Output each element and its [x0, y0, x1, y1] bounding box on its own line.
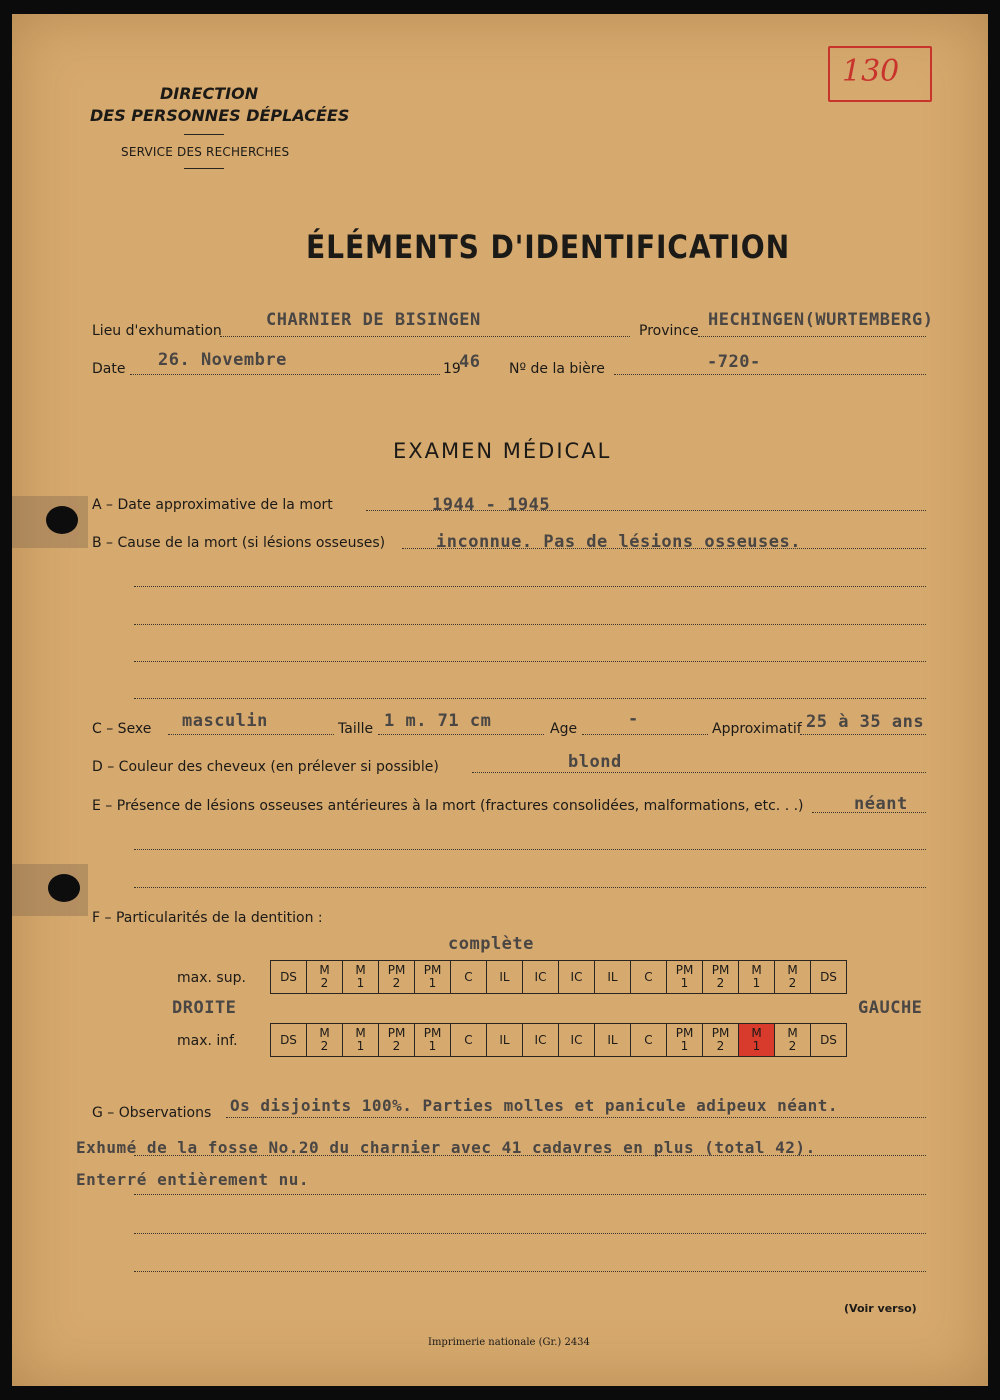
date-value: 26. Novembre: [158, 350, 287, 370]
tooth-code: DS: [820, 1032, 837, 1047]
tooth-cell: [595, 961, 631, 994]
tooth-cell: [271, 1024, 307, 1057]
obs-dotted-line-2: [134, 1155, 926, 1156]
tooth-code: PM: [423, 963, 442, 977]
tooth-index: 2: [320, 976, 329, 990]
tooth-code: M: [751, 1026, 762, 1040]
tooth-code: PM: [387, 963, 406, 977]
tooth-code: IC: [534, 1032, 547, 1047]
section-c-sexe-value: masculin: [182, 711, 268, 731]
form-sheet: [12, 14, 988, 1386]
section-c-taille-label: Taille: [338, 721, 374, 737]
voir-verso-note: (Voir verso): [844, 1302, 917, 1315]
tooth-cell: [487, 1024, 523, 1057]
tooth-cell: [775, 1024, 811, 1057]
province-value: HECHINGEN(WURTEMBERG): [708, 310, 934, 330]
tooth-cell: [631, 1024, 667, 1057]
section-f-value: complète: [448, 934, 534, 954]
taille-dotted-line: [378, 734, 544, 735]
tooth-code: IC: [570, 1032, 583, 1047]
date-label: Date: [92, 361, 126, 377]
tooth-index: 1: [356, 976, 365, 990]
tooth-code: IL: [607, 1032, 618, 1047]
upper-teeth-chart: [270, 960, 847, 994]
tooth-cell: [631, 961, 667, 994]
tooth-code: IL: [607, 969, 618, 984]
tooth-cell: [775, 961, 811, 994]
observations-line-3: Enterré entièrement nu.: [76, 1170, 310, 1189]
tooth-index: 1: [752, 976, 761, 990]
tooth-code: PM: [675, 963, 694, 977]
tooth-index: 1: [752, 1039, 761, 1053]
tooth-code: PM: [675, 1026, 694, 1040]
tooth-cell: [667, 1024, 703, 1057]
tooth-cell: [703, 1024, 739, 1057]
left-side-label: GAUCHE: [858, 998, 923, 1018]
tooth-index: 1: [428, 976, 437, 990]
section-d-dotted-line: [472, 772, 926, 773]
section-d-value: blond: [568, 752, 622, 772]
header-divider-1: [184, 134, 224, 135]
tooth-cell: [487, 961, 523, 994]
tooth-cell: [559, 1024, 595, 1057]
tooth-code: PM: [423, 1026, 442, 1040]
tooth-index: 1: [680, 1039, 689, 1053]
lieu-value: CHARNIER DE BISINGEN: [266, 310, 481, 330]
file-number: 130: [842, 54, 900, 89]
org-line2: DES PERSONNES DÉPLACÉES: [90, 106, 350, 125]
tooth-code: M: [355, 1026, 366, 1040]
section-a-value: 1944 - 1945: [432, 495, 551, 515]
section-c-approx-value: 25 à 35 ans: [806, 712, 925, 732]
tooth-code: IC: [534, 969, 547, 984]
section-c-taille-value: 1 m. 71 cm: [384, 711, 492, 731]
header-divider-2: [184, 168, 224, 169]
tooth-code: DS: [820, 969, 837, 984]
tooth-code: IL: [499, 969, 510, 984]
printer-imprint: Imprimerie nationale (Gr.) 2434: [428, 1337, 590, 1348]
tooth-code: C: [644, 969, 653, 984]
tooth-index: 2: [788, 1039, 797, 1053]
observations-line-2: Exhumé de la fosse No.20 du charnier avec 41 cadavres en plus (total 42).: [76, 1138, 816, 1157]
blank-line-6: [134, 887, 926, 888]
province-label: Province: [639, 323, 699, 339]
tooth-index: 2: [392, 1039, 401, 1053]
tooth-cell: [307, 961, 343, 994]
section-b-value: inconnue. Pas de lésions osseuses.: [436, 532, 801, 552]
tooth-code: C: [464, 1032, 473, 1047]
tooth-code: PM: [711, 1026, 730, 1040]
tooth-code: C: [464, 969, 473, 984]
lieu-label: Lieu d'exhumation: [92, 323, 222, 339]
date-dotted-line: [130, 374, 440, 375]
org-line1: DIRECTION: [160, 84, 259, 103]
exam-title: EXAMEN MÉDICAL: [393, 439, 612, 463]
obs-dotted-line-1: [226, 1117, 926, 1118]
tooth-cell: [343, 961, 379, 994]
obs-dotted-line-5: [134, 1271, 926, 1272]
tooth-cell: [523, 961, 559, 994]
lower-teeth-chart: [270, 1023, 847, 1057]
tooth-index: 2: [788, 976, 797, 990]
tooth-cell: [271, 961, 307, 994]
tooth-index: 2: [392, 976, 401, 990]
tooth-index: 2: [716, 1039, 725, 1053]
year-prefix: 19: [443, 361, 461, 377]
tooth-index: 2: [320, 1039, 329, 1053]
punch-hole-top: [46, 506, 78, 534]
tooth-code: M: [319, 963, 330, 977]
tooth-cell: [667, 961, 703, 994]
tooth-cell: [739, 1024, 775, 1057]
lieu-dotted-line: [220, 336, 630, 337]
section-d-label: D – Couleur des cheveux (en prélever si possible): [92, 759, 439, 775]
obs-dotted-line-4: [134, 1233, 926, 1234]
tooth-cell: [451, 1024, 487, 1057]
blank-line-5: [134, 849, 926, 850]
tooth-cell: [739, 961, 775, 994]
tooth-index: 1: [428, 1039, 437, 1053]
tooth-cell: [379, 1024, 415, 1057]
biere-label: Nº de la bière: [509, 361, 605, 377]
section-c-age-label: Age: [550, 721, 578, 737]
tooth-cell: [379, 961, 415, 994]
blank-line-4: [134, 698, 926, 699]
sexe-dotted-line: [168, 734, 334, 735]
form-title: ÉLÉMENTS D'IDENTIFICATION: [306, 228, 791, 266]
tooth-index: 2: [716, 976, 725, 990]
tooth-code: DS: [280, 969, 297, 984]
age-dotted-line: [582, 734, 708, 735]
tooth-index: 1: [680, 976, 689, 990]
tooth-cell: [343, 1024, 379, 1057]
tooth-cell: [559, 961, 595, 994]
province-dotted-line: [698, 336, 926, 337]
biere-value: -720-: [707, 352, 761, 372]
section-c-age-value: -: [628, 709, 639, 729]
biere-dotted-line: [614, 374, 926, 375]
tooth-code: M: [751, 963, 762, 977]
punch-hole-bottom: [48, 874, 80, 902]
obs-dotted-line-3: [134, 1194, 926, 1195]
tooth-code: M: [787, 1026, 798, 1040]
tooth-code: C: [644, 1032, 653, 1047]
tooth-cell: [523, 1024, 559, 1057]
section-e-value: néant: [854, 794, 908, 814]
tooth-code: M: [787, 963, 798, 977]
blank-line-3: [134, 661, 926, 662]
section-a-label: A – Date approximative de la mort: [92, 497, 333, 513]
tooth-cell: [451, 961, 487, 994]
max-inf-label: max. inf.: [177, 1033, 238, 1049]
year-value: 46: [459, 352, 481, 372]
tooth-code: PM: [387, 1026, 406, 1040]
section-b-label: B – Cause de la mort (si lésions osseuses): [92, 535, 386, 551]
tooth-code: M: [355, 963, 366, 977]
tooth-cell: [415, 961, 451, 994]
tooth-code: IL: [499, 1032, 510, 1047]
service-label: SERVICE DES RECHERCHES: [121, 145, 290, 159]
tooth-cell: [307, 1024, 343, 1057]
section-e-dotted-line: [812, 812, 926, 813]
approx-dotted-line: [800, 734, 926, 735]
blank-line-1: [134, 586, 926, 587]
section-e-label: E – Présence de lésions osseuses antérieures à la mort (fractures consolidées, malformations, etc. . .): [92, 798, 804, 814]
section-c-sexe-label: C – Sexe: [92, 721, 152, 737]
max-sup-label: max. sup.: [177, 970, 246, 986]
tooth-cell: [415, 1024, 451, 1057]
tooth-code: DS: [280, 1032, 297, 1047]
tooth-cell: [811, 961, 847, 994]
section-c-approx-label: Approximatif: [712, 721, 802, 737]
tooth-code: IC: [570, 969, 583, 984]
tooth-code: PM: [711, 963, 730, 977]
tooth-cell: [811, 1024, 847, 1057]
section-f-label: F – Particularités de la dentition :: [92, 910, 323, 926]
observations-line-1: Os disjoints 100%. Parties molles et panicule adipeux néant.: [230, 1096, 838, 1115]
tooth-cell: [703, 961, 739, 994]
tooth-index: 1: [356, 1039, 365, 1053]
tooth-cell: [595, 1024, 631, 1057]
section-g-label: G – Observations: [92, 1105, 212, 1121]
blank-line-2: [134, 624, 926, 625]
tooth-code: M: [319, 1026, 330, 1040]
right-side-label: DROITE: [172, 998, 237, 1018]
